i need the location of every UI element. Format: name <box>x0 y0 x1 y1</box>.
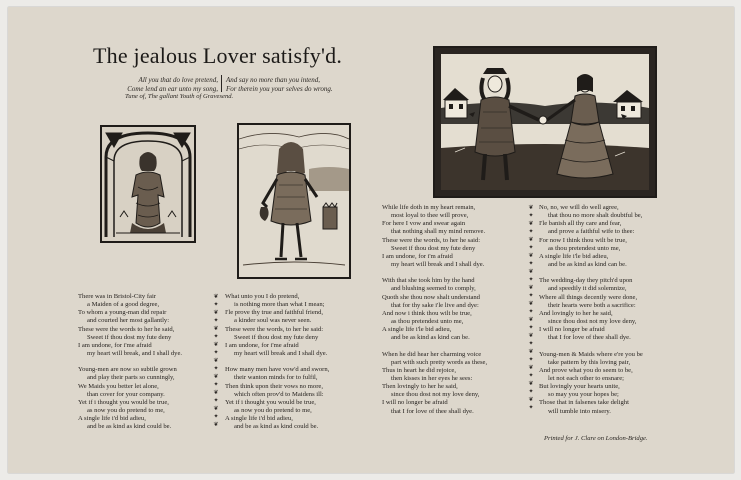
ballad-title: The jealous Lover satisfy'd. <box>93 43 343 68</box>
broadside-sheet <box>8 7 734 473</box>
ornament-divider-1: ❦ ✦ ❦ ✦ ❦ ✦ ❦ ✦ ❦ ✦ ❦ ✦ ❦ ✦ ❦ ✦ ❦ <box>213 293 219 428</box>
intro-left: All you that do love pretend, Come lend an ear unto my song, <box>127 76 218 93</box>
intro-divider <box>221 75 222 92</box>
woodcut-gentleman <box>237 123 351 279</box>
woodcut-lady <box>100 125 196 243</box>
woodcut-lady-illustration <box>102 127 194 241</box>
woodcut-gentleman-illustration <box>239 125 349 277</box>
verse-column-2: What unto you I do pretend, is nothing more than what I mean; I'le prove thy true and faithful friend, a kinder soul was never seen. These were the words, to her he said: Sweet if thou dost my fute deny I am undone, for i'me afraid my heart will break and I shall dye. How many men have vow'd and sworn, their wanton minds for to fulfil, Then think upon their vows no more, which often prov'd to Maidens ill: Yet if i thought you would be true, as now you do pretend to me, A single life i'd bid adieu, and be as kind as kind could be. <box>225 293 330 431</box>
printer-imprint: Printed for J. Clare on London-Bridge. <box>544 435 648 442</box>
woodcut-couple <box>433 46 657 198</box>
verse-column-4: No, no, we will do well agree, that thou no more shalt doubtful be, I'le banish all thy care and fear, and prove a faithful wife to thee: For now I think thou wilt be true, as thou pretendest unto me, A single life i'le bid adieu, and be as kind as kind can be. The wedding-day they pitch'd upon and speedily it did solemnize, Where all things decently were done, their hearts were both a sacrifice: And lovingly to her he said, since thou dost not my love deny, I will no longer be afraid that I for love of thee shall dye. Young-men & Maids where e're you be take pattern by this loving pair, And prove what you do seem to be, let not each other to ensnare; But lovingly your hearts unite, so may you your hopes be; Those that in falsenes take delight will tumble into misery. <box>539 204 643 415</box>
verse-column-1: There was in Bristol-City fair a Maiden of a good degree, To whom a young-man did repair and courted her most gallantly: These were the words to her he said, Sweet if thou dost my fute deny I am undone, for i'me afraid my heart will break, and I shall dye. Young-men are now so subtile grown and play their parts so cunningly, We Maids you better let alone, than cover for your company. Yet if i thought you would be true, as now you do pretend to me, A single life i'd bid adieu, and be as kind as kind could be. <box>78 293 183 431</box>
woodcut-couple-illustration <box>435 48 655 196</box>
intro-right: And say no more than you intend, For therein you your selves do wrong. <box>226 76 333 93</box>
verse-column-3: While life doth in my heart remain, most loyal to thee will prove, For here I vow and swear again that nothing shall my mind remove. These were the words, to her he said: Sweet if thou dost my fute deny I am undone, for i'm afraid my heart will break and I shall dye. With that she took him by the hand and blushing seemed to comply, Quoth she thou now shalt understand that for thy sake i'le live and dye: And now i think thou wilt be true, as thou pretendest unto me, A single life i'le bid adieu, and be as kind as kind can be. When he did hear her charming voice part with such pretty words as these, Thus in heart he did rejoice, then kisses in her eyes he sees: Then lovingly to her he said, since thou dost not my love deny, I will no longer be afraid that I for love of thee shall dye. <box>382 204 488 415</box>
tune-line: Tune of, The gallant Youth of Gravesend. <box>125 93 234 100</box>
ornament-divider-2: ❦ ✦ ❦ ✦ ❦ ✦ ❦ ✦ ❦ ✦ ❦ ✦ ❦ ✦ ❦ ✦ ❦ ✦ ❦ ✦ ❦ ✦ ❦ ✦ ❦ ✦ <box>528 204 534 411</box>
